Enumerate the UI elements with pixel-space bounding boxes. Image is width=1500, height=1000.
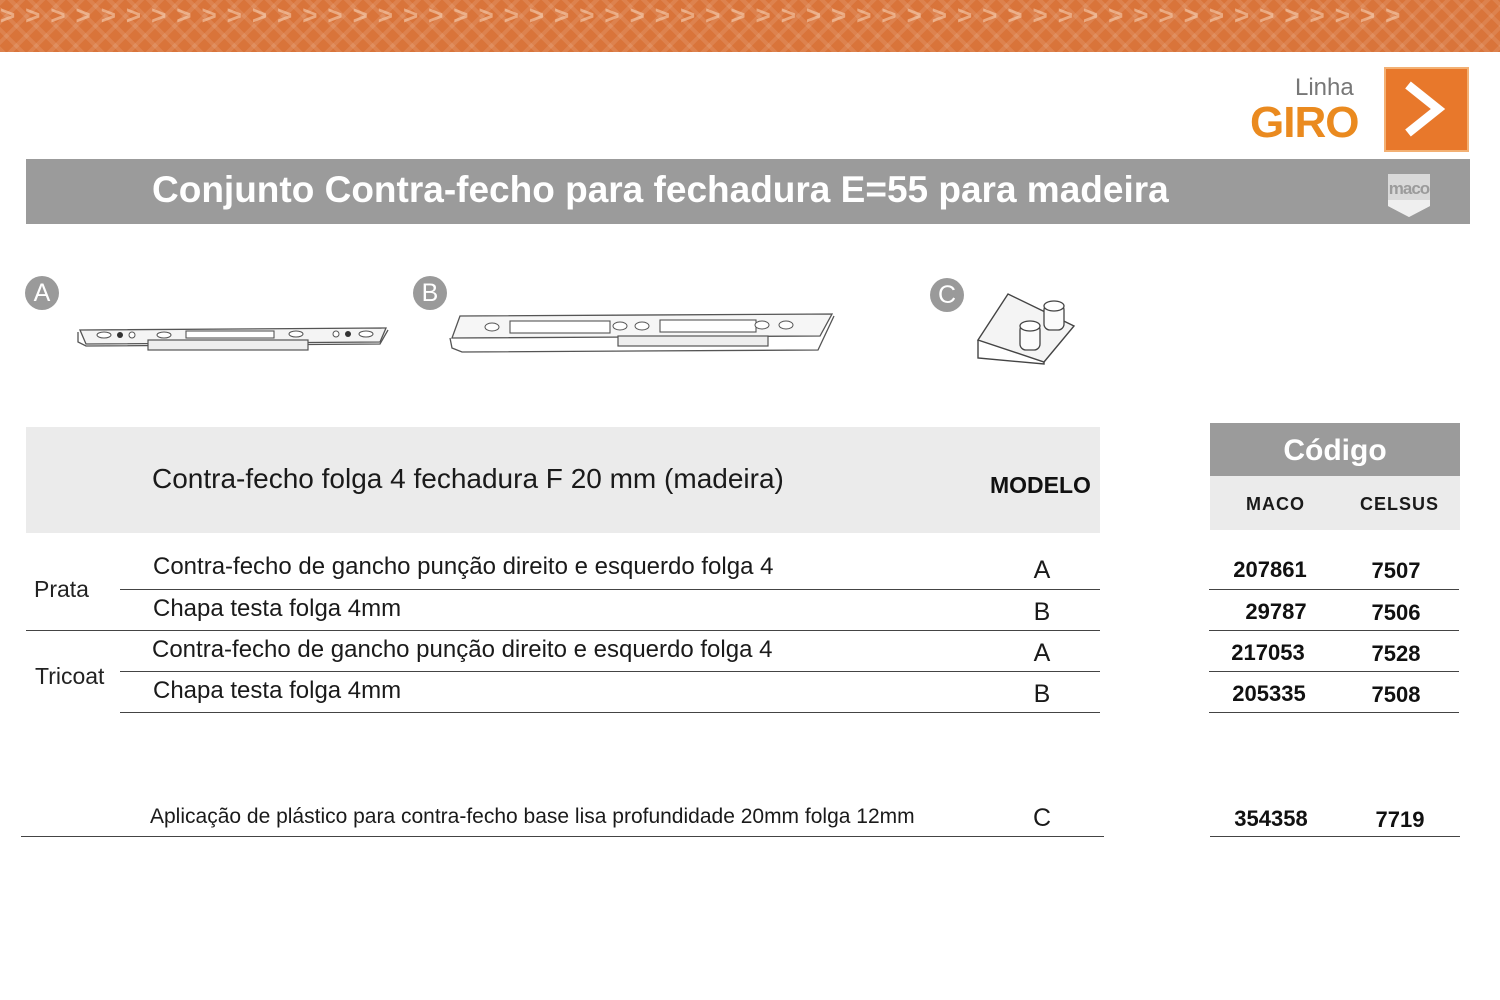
row-celsus-code: 7528	[1371, 641, 1421, 666]
chevron-right-icon	[1386, 69, 1467, 150]
row-description: Chapa testa folga 4mm	[153, 595, 402, 622]
group-label-tricoat: Tricoat	[35, 663, 105, 689]
row-celsus-code: 7508	[1371, 682, 1421, 707]
row-divider	[1209, 671, 1459, 672]
face-plate-b-image	[448, 310, 838, 356]
group-divider	[26, 630, 1100, 631]
row-divider	[21, 836, 1104, 837]
row-maco-code: 354358	[1234, 806, 1308, 831]
row-description: Aplicação de plástico para contra-fecho base lisa profundidade 20mm folga 12mm	[150, 805, 915, 828]
brand-linha-label: Linha	[1295, 74, 1354, 101]
page-title: Conjunto Contra-fecho para fechadura E=55 para madeira	[152, 169, 1169, 210]
row-maco-code: 205335	[1232, 681, 1306, 706]
row-celsus-code: 7719	[1375, 807, 1425, 832]
maco-logo-icon	[1384, 166, 1434, 218]
product-marker-c: C	[930, 278, 964, 312]
row-description: Contra-fecho de gancho punção direito e esquerdo folga 4	[152, 636, 773, 663]
row-maco-code: 29787	[1245, 599, 1307, 624]
row-description: Chapa testa folga 4mm	[153, 677, 402, 704]
title-bar	[26, 159, 1470, 224]
row-model: B	[1033, 680, 1051, 708]
column-header-celsus: CELSUS	[1360, 494, 1440, 514]
codigo-header-label: Código	[1283, 434, 1387, 467]
row-divider	[1210, 836, 1460, 837]
group-label-prata: Prata	[34, 576, 89, 602]
brand-giro-label: GIRO	[1250, 98, 1359, 147]
column-header-maco: MACO	[1246, 494, 1305, 514]
row-maco-code: 217053	[1231, 640, 1305, 665]
product-marker-b: B	[413, 276, 447, 310]
table-header-description: Contra-fecho folga 4 fechadura F 20 mm (madeira)	[152, 463, 784, 494]
row-model: A	[1033, 556, 1051, 584]
row-model: A	[1033, 639, 1051, 667]
row-celsus-code: 7507	[1371, 558, 1421, 583]
banner-chevron-pattern: >>>>>>>>>>>>>>>>>>>>>>>>>>>>>>>>>>>>>>>>>>>>>>>>>>>>>>>>	[0, 0, 1411, 30]
row-divider	[1209, 630, 1459, 631]
product-marker-a: A	[25, 276, 59, 310]
svg-text:maco: maco	[1388, 179, 1430, 198]
row-description: Contra-fecho de gancho punção direito e esquerdo folga 4	[153, 553, 774, 580]
plastic-insert-c-image	[974, 288, 1080, 366]
row-divider	[120, 589, 1100, 590]
row-divider	[120, 712, 1100, 713]
row-divider	[1209, 712, 1459, 713]
row-model: B	[1033, 598, 1051, 626]
strike-plate-a-image	[74, 322, 392, 356]
row-maco-code: 207861	[1233, 557, 1307, 582]
column-header-modelo: MODELO	[990, 472, 1091, 498]
row-celsus-code: 7506	[1371, 600, 1421, 625]
row-divider	[1209, 589, 1459, 590]
row-divider	[120, 671, 1100, 672]
row-model: C	[1032, 804, 1052, 832]
top-banner	[0, 0, 1500, 52]
brand-arrow-logo	[1384, 67, 1469, 152]
